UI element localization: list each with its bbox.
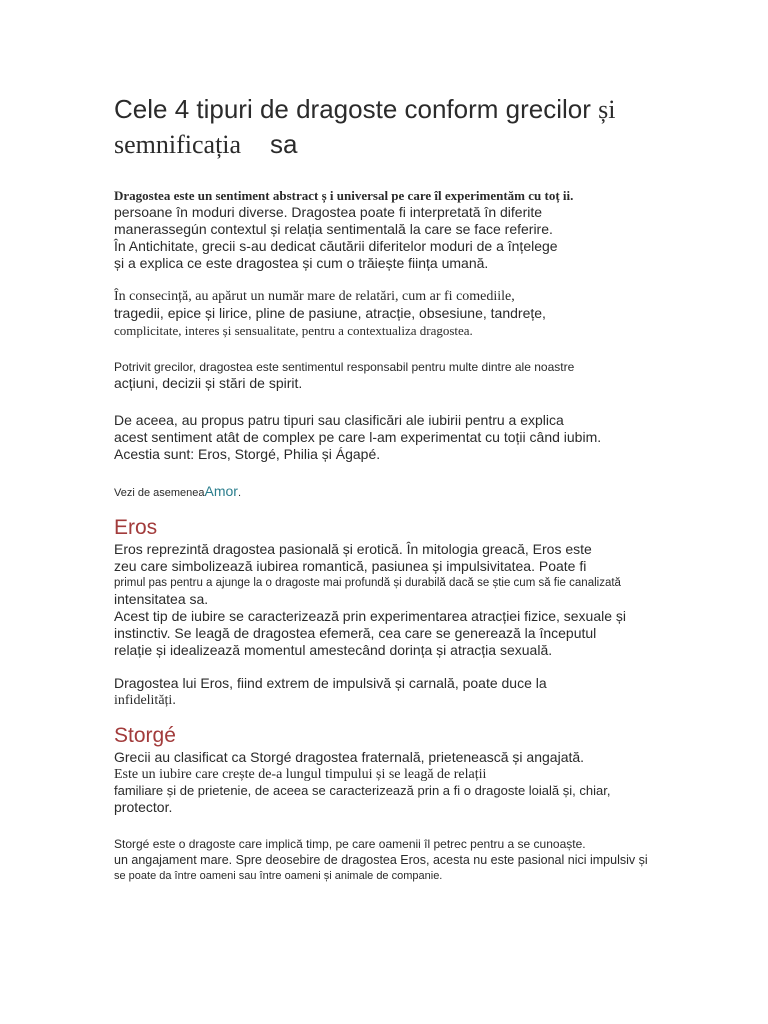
intro-line: persoane în moduri diverse. Dragostea poate fi interpretată în diferite <box>114 204 543 220</box>
consequence-line: complicitate, interes și sensualitate, pentru a contextualiza dragostea. <box>114 323 473 338</box>
title-line2-serif: semnificația <box>114 130 242 159</box>
greeks-line: Potrivit grecilor, dragostea este sentimentul responsabil pentru multe dintre ale noastre <box>114 360 575 374</box>
storge-para2-line: Storgé este o dragoste care implică timp, pe care oamenii îl petrec pentru a se cunoaște. <box>114 837 586 851</box>
see-also-suffix: . <box>237 487 242 499</box>
see-also-prefix: Vezi de asemenea <box>114 487 205 499</box>
title-line1: Cele 4 tipuri de dragoste conform grecilor <box>114 94 599 124</box>
greeks-line: acțiuni, decizii și stări de spirit. <box>114 375 303 391</box>
eros-line: zeu care simbolizează iubirea romantică, pasiunea și impulsivitatea. Poate fi <box>114 558 587 574</box>
see-also-link-amor[interactable]: Amor <box>204 483 238 499</box>
storge-para2-line: se poate da între oameni sau între oameni și animale de companie. <box>114 870 443 882</box>
consequence-line: În consecință, au apărut un număr mare de relatări, cum ar fi comediile, <box>114 289 515 304</box>
intro-bold-sentence: Dragostea este un sentiment abstract ș i universal pe care îl experimentăm cu toț ii. <box>114 188 574 203</box>
see-also <box>114 483 684 501</box>
storge-line: protector. <box>114 799 173 815</box>
storge-line: Este un iubire care crește de-a lungul timpului și se leagă de relații <box>114 767 487 782</box>
consequence-line: tragedii, epice și lirice, pline de pasiune, atracție, obsesiune, tandrețe, <box>114 305 546 321</box>
page-title <box>114 92 684 162</box>
article <box>114 92 684 884</box>
eros-small-line: primul pas pentru a ajunge la o dragoste mai profundă și durabilă dacă se știe cum să fie canalizată <box>114 577 621 589</box>
eros-line: instinctiv. Se leagă de dragostea efemeră, cea care se generează la începutul <box>114 625 597 641</box>
eros-infidelity-line: Dragostea lui Eros, fiind extrem de impulsivă și carnală, poate duce la <box>114 675 547 691</box>
heading-eros: Eros <box>114 516 158 539</box>
title-line2-rest: sa <box>269 129 298 159</box>
proposal-line: acest sentiment atât de complex pe care l-am experimentat cu toții când iubim. <box>114 429 602 445</box>
title-line1-serif: și <box>598 95 616 124</box>
eros-line: Eros reprezintă dragostea pasională și erotică. În mitologia greacă, Eros este <box>114 541 592 557</box>
eros-line: relație și idealizează momentul amestecând dorința și atracția sexuală. <box>114 642 553 658</box>
eros-infidelity-line: infidelități. <box>114 693 176 708</box>
proposal-line: Acestia sunt: Eros, Storgé, Philia și Ágapé. <box>114 446 381 462</box>
heading-storge: Storgé <box>114 724 176 747</box>
eros-line: intensitatea sa. <box>114 591 209 607</box>
eros-line: Acest tip de iubire se caracterizează prin experimentarea atracției fizice, sexuale și <box>114 608 627 624</box>
storge-line: familiare și de prietenie, de aceea se caracterizează prin a fi o dragoste loială și, chiar, <box>114 783 611 798</box>
storge-para2-line: un angajament mare. Spre deosebire de dragostea Eros, acesta nu este pasional nici impulsiv și <box>114 853 648 867</box>
storge-line: Grecii au clasificat ca Storgé dragostea fraternală, prietenească și angajată. <box>114 749 585 765</box>
intro-line: și a explica ce este dragostea și cum o trăiește ființa umană. <box>114 255 489 271</box>
intro-line: În Antichitate, grecii s-au dedicat căutării diferitelor moduri de a înțelege <box>114 238 558 254</box>
intro-line: manerassegún contextul și relația sentimentală la care se face referire. <box>114 221 553 237</box>
proposal-line: De aceea, au propus patru tipuri sau clasificări ale iubirii pentru a explica <box>114 412 564 428</box>
